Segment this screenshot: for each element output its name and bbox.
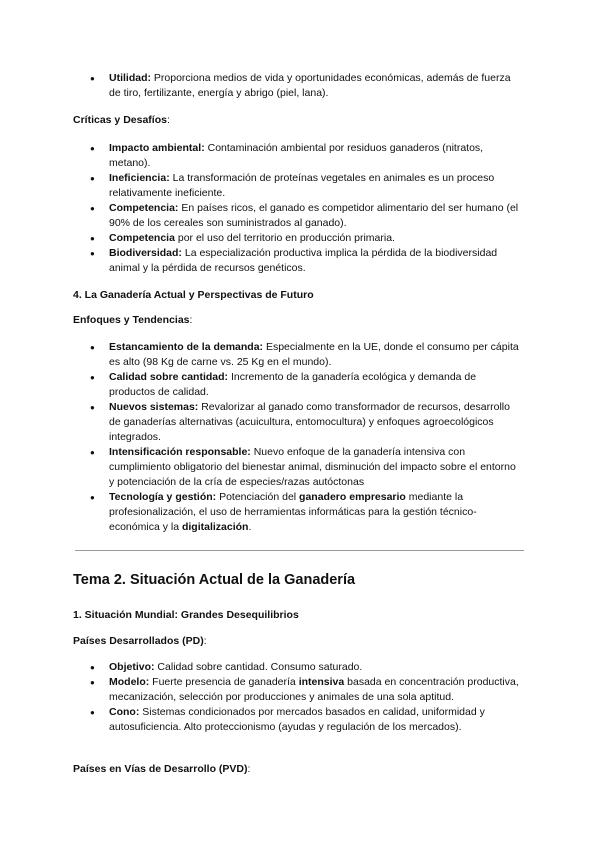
list-item: ● Cono: Sistemas condicionados por mercados basados en calidad, uniformidad y autosuficiencia. Alto proteccionismo (ayudas y regulación de los mercados). xyxy=(73,705,523,735)
utilidad-list xyxy=(73,71,523,101)
list-item: ● Nuevos sistemas: Revalorizar al ganado como transformador de recursos, desarrollo de ganaderías alternativas (acuicultura, entomocultura) y enfoques agroecológicos integrados. xyxy=(73,400,523,445)
section-1-heading: 1. Situación Mundial: Grandes Desequilibrios xyxy=(73,609,299,621)
enfoques-list xyxy=(73,340,523,535)
list-item: ● Ineficiencia: La transformación de proteínas vegetales en animales es un proceso relativamente ineficiente. xyxy=(73,171,523,201)
enfoques-heading: Enfoques y Tendencias: xyxy=(73,314,193,326)
list-item: ● Calidad sobre cantidad: Incremento de la ganadería ecológica y demanda de productos de calidad. xyxy=(73,370,523,400)
list-item: ● Estancamiento de la demanda: Especialmente en la UE, donde el consumo per cápita es alto (98 Kg de carne vs. 25 Kg en el mundo). xyxy=(73,340,523,370)
pd-heading: Países Desarrollados (PD): xyxy=(73,635,207,647)
list-item: ● Utilidad: Proporciona medios de vida y oportunidades económicas, además de fuerza de tiro, fertilizante, energía y abrigo (piel, lana). xyxy=(73,71,523,101)
pd-list xyxy=(73,660,523,735)
list-item: ● Biodiversidad: La especialización productiva implica la pérdida de la biodiversidad animal y la pérdida de recursos genéticos. xyxy=(73,246,523,276)
list-item: ● Tecnología y gestión: Potenciación del ganadero empresario mediante la profesionalización, el uso de herramientas informáticas para la gestión técnico-económica y la digitalización. xyxy=(73,490,523,535)
horizontal-divider xyxy=(75,550,524,551)
section-4-heading: 4. La Ganadería Actual y Perspectivas de Futuro xyxy=(73,289,314,301)
criticas-heading: Críticas y Desafíos: xyxy=(73,114,170,126)
list-item: ● Objetivo: Calidad sobre cantidad. Consumo saturado. xyxy=(73,660,523,675)
pvd-heading: Países en Vías de Desarrollo (PVD): xyxy=(73,763,251,775)
list-item: ● Competencia por el uso del territorio en producción primaria. xyxy=(73,231,523,246)
tema-2-heading: Tema 2. Situación Actual de la Ganadería xyxy=(73,572,356,588)
criticas-list xyxy=(73,141,523,276)
list-item: ● Competencia: En países ricos, el ganado es competidor alimentario del ser humano (el 90% de los cereales son suministrados al ganado). xyxy=(73,201,523,231)
list-item: ● Impacto ambiental: Contaminación ambiental por residuos ganaderos (nitratos, metano). xyxy=(73,141,523,171)
list-item: ● Modelo: Fuerte presencia de ganadería intensiva basada en concentración productiva, mecanización, selección por producciones y animales de una sola aptitud. xyxy=(73,675,523,705)
list-item: ● Intensificación responsable: Nuevo enfoque de la ganadería intensiva con cumplimiento obligatorio del bienestar animal, disminución del impacto sobre el entorno y potenciación de la cría de especies/razas autóctonas xyxy=(73,445,523,490)
